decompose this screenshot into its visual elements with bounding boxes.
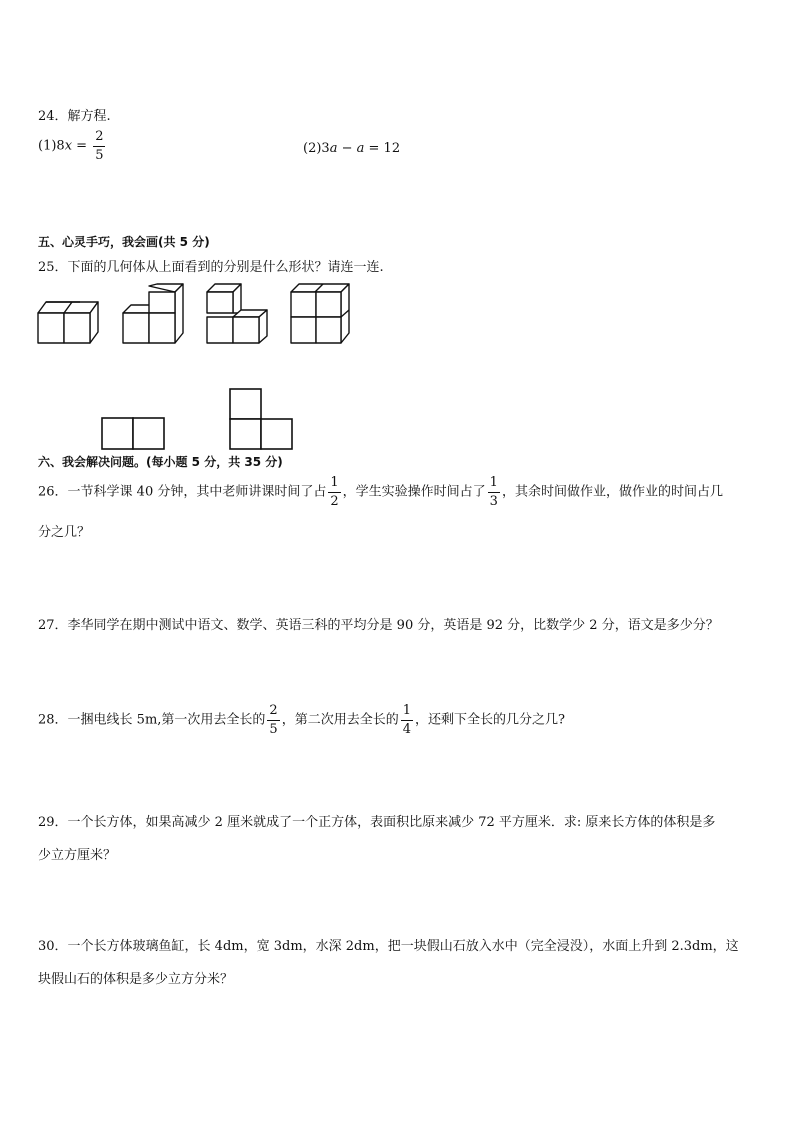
section-6-heading: 六、我会解决问题。(每小题 5 分，共 35 分) (38, 455, 283, 469)
fraction-numerator: 2 (267, 702, 279, 721)
q28-text-part2: ，第二次用去全长的 (281, 712, 399, 728)
q24-title: 24．解方程. (38, 109, 111, 124)
q24-eq2-rest: = 12 (364, 141, 401, 156)
q30-line-1: 30．一个长方体玻璃鱼缸，长 4dm，宽 3dm，水深 2dm，把一块假山石放入水中（完全浸没），水面上升到 2.3dm，这 (38, 939, 739, 954)
q28-line (38, 702, 565, 738)
q27-text: 27．李华同学在期中测试中语文、数学、英语三科的平均分是 90 分，英语是 92 分，比数学少 2 分，语文是多少分？ (38, 618, 719, 633)
q26-text-part3: ，其余时间做作业，做作业的时间占几 (501, 484, 723, 500)
fraction-numerator: 1 (488, 474, 500, 493)
q28-text-part1: 28．一捆电线长 5m,第一次用去全长的 (38, 712, 266, 728)
fraction-numerator: 1 (401, 702, 413, 721)
q24-eq1-prefix: (1)8 (38, 138, 65, 154)
q24-eq1-equals: = (72, 138, 92, 154)
q28-fraction-2 (401, 702, 413, 738)
fraction-numerator: 2 (93, 128, 105, 147)
q28-text-part3: ，还剩下全长的几分之几? (414, 712, 565, 728)
fraction-denominator: 5 (269, 722, 278, 737)
q30-line-2: 块假山石的体积是多少立方分米？ (38, 972, 234, 987)
q24-eq2-prefix: (2)3 (303, 141, 330, 156)
q24-eq2-var-b: a (356, 141, 365, 156)
q24-eq2-var-a: a (329, 141, 338, 156)
q26-fraction-1 (328, 474, 340, 510)
fraction-denominator: 3 (489, 494, 498, 509)
q26-text-part1: 26．一节科学课 40 分钟，其中老师讲课时间了占 (38, 484, 327, 500)
q26-text-part2: ，学生实验操作时间占了 (342, 484, 486, 500)
fraction-denominator: 4 (402, 722, 411, 737)
q28-fraction-1 (267, 702, 279, 738)
section-5-heading: 五、心灵手巧，我会画(共 5 分) (38, 235, 210, 249)
q26-fraction-2 (488, 474, 500, 510)
fraction-numerator: 1 (328, 474, 340, 493)
q26-line-2: 分之几？ (38, 525, 91, 540)
fraction-denominator: 2 (330, 494, 339, 509)
q25-text: 25．下面的几何体从上面看到的分别是什么形状？请连一连. (38, 260, 384, 275)
q24-eq1-var: x (64, 138, 73, 154)
q24-eq2-minus: − (337, 141, 357, 156)
q29-line-2: 少立方厘米？ (38, 848, 117, 863)
fraction-denominator: 5 (95, 148, 104, 163)
q29-line-1: 29．一个长方体，如果高减少 2 厘米就成了一个正方体，表面积比原来减少 72 平方厘米．求: 原来长方体的体积是多 (38, 815, 716, 830)
q26-line-1 (38, 474, 723, 510)
